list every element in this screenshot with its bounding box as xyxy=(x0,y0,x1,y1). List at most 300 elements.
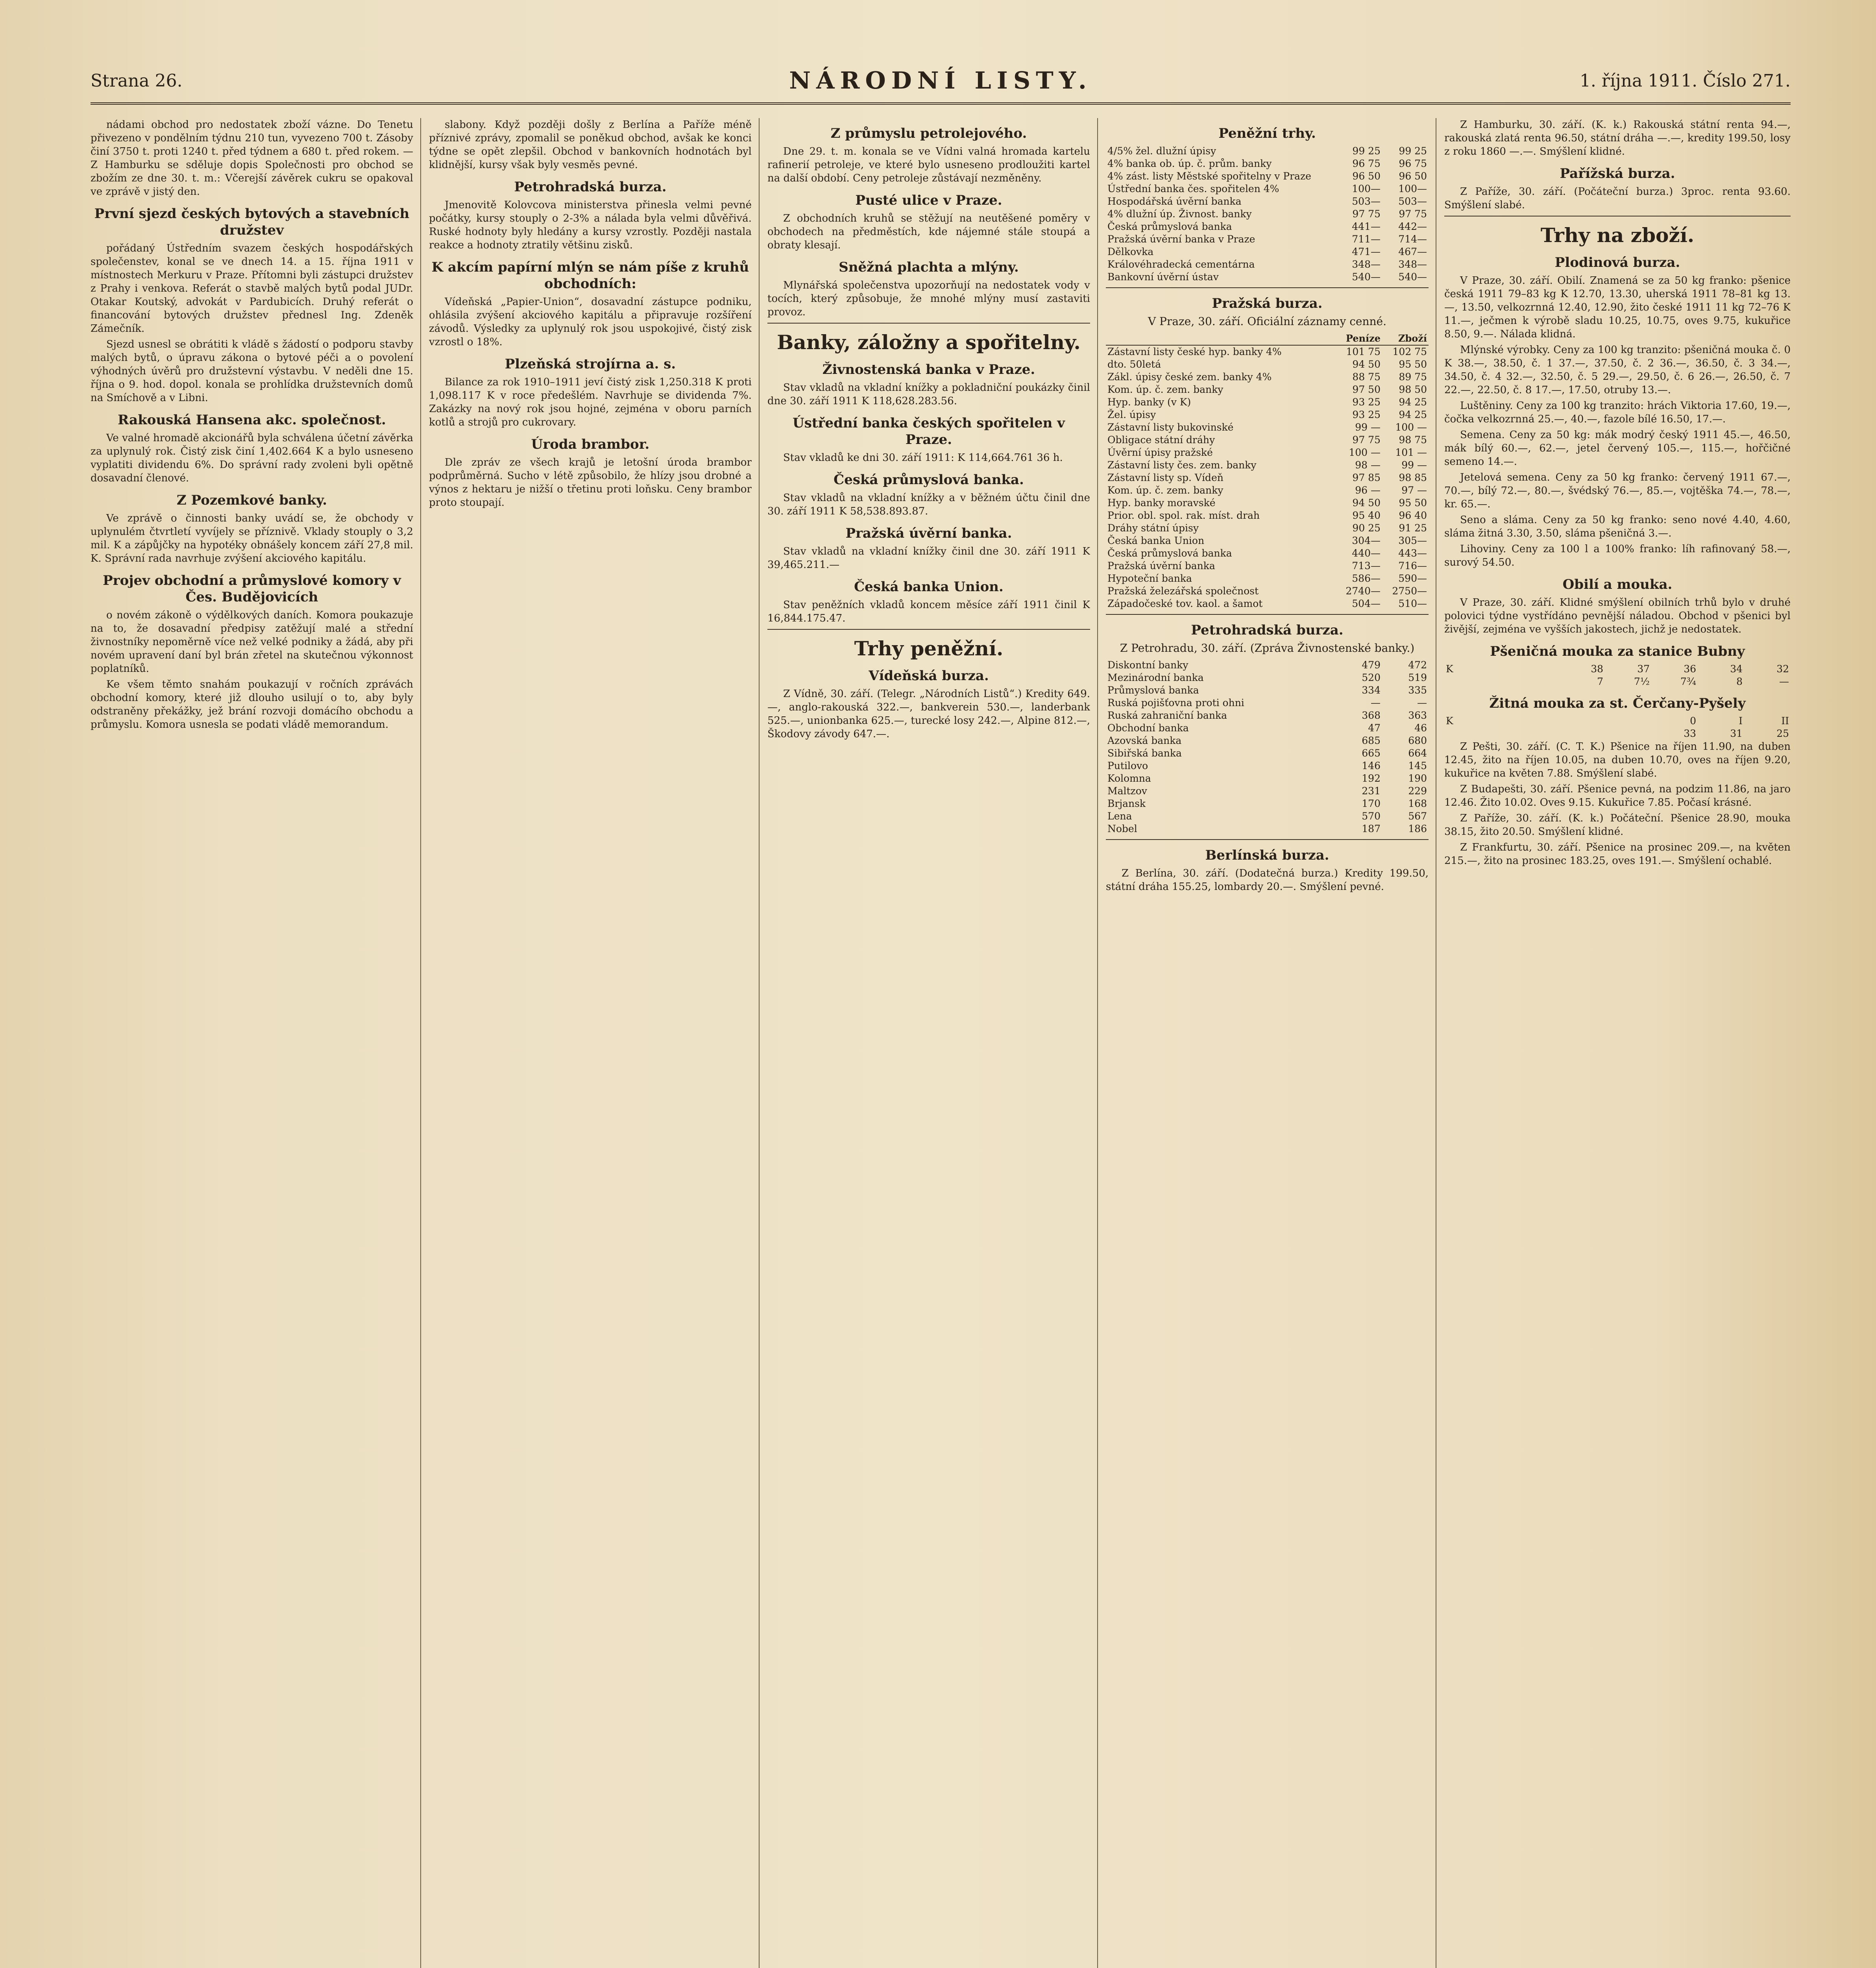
row-label: Kom. úp. č. zem. banky xyxy=(1107,384,1224,395)
row-label: Prior. obl. spol. rak. míst. drah xyxy=(1107,510,1260,521)
row-value: 503— xyxy=(1352,196,1381,207)
row-value: 229 xyxy=(1408,785,1427,797)
row-value: 231 xyxy=(1362,785,1381,797)
table-row xyxy=(1106,797,1429,810)
table-row xyxy=(1106,195,1429,208)
row-value: 540— xyxy=(1398,271,1427,283)
table-row xyxy=(1106,183,1429,195)
section-heading: Trhy peněžní. xyxy=(854,637,1004,660)
row-value: 100— xyxy=(1352,183,1381,194)
row-value: 99 25 xyxy=(1399,145,1427,157)
row-value: I xyxy=(1739,715,1743,727)
row-value: 334 xyxy=(1362,684,1381,696)
row-label: Maltzov xyxy=(1107,785,1147,797)
table-row xyxy=(1106,371,1429,383)
row-label xyxy=(1444,727,1651,740)
row-value: — xyxy=(1371,697,1381,708)
article-heading: První sjezd českých bytových a stavebních družstev xyxy=(94,206,410,238)
row-value: 504— xyxy=(1352,598,1381,609)
row-value: 94 50 xyxy=(1352,359,1381,370)
row-value: 94 25 xyxy=(1399,396,1427,408)
row-value: 503— xyxy=(1398,196,1427,207)
table-row xyxy=(1106,509,1429,522)
article-heading: Pusté ulice v Praze. xyxy=(855,192,1002,208)
row-value: 31 xyxy=(1730,728,1743,739)
page-header xyxy=(91,67,1791,105)
row-value: 8 xyxy=(1736,676,1743,687)
row-value: 97 85 xyxy=(1352,472,1381,483)
article-heading: Z průmyslu petrolejového. xyxy=(830,126,1027,141)
article-text: Z obchodních kruhů se stěžují na neutěšené poměry v obchodech na předměstích, kde nájemné stále stoupá a obraty klesají. xyxy=(767,213,1090,251)
article-text: Sjezd usnesl se obrátiti k vládě s žádostí o podporu stavby malých bytů, o úpravu zákona o bytové péči a o povolení výhodných úvěrů pro družstevní výstavbu. V neděli dne 15. října o 9. hod. dopol. konala se prohlídka družstevních domů na Smíchově a v Libni. xyxy=(91,338,413,404)
table-row xyxy=(1106,684,1429,697)
row-label: Putilovo xyxy=(1107,760,1148,771)
row-value: 680 xyxy=(1408,735,1427,746)
subsection-heading: Pšeničná mouka za stanice Bubny xyxy=(1490,644,1745,659)
issue-date: 1. října 1911. Číslo 271. xyxy=(1579,71,1791,91)
row-label: Ruská pojišťovna proti ohni xyxy=(1107,697,1244,708)
article-text: Luštěniny. Ceny za 100 kg tranzito: hrách Viktoria 17.60, 19.—, čočka velkozrnná 25.—, 40.—, fazole bílé 16.50, 17.—. xyxy=(1444,400,1791,425)
section-heading: Petrohradská burza. xyxy=(1191,622,1344,638)
table-row xyxy=(1106,697,1429,709)
column-5 xyxy=(1444,118,1791,1968)
row-label: K xyxy=(1446,663,1453,675)
quotes-table-1 xyxy=(1106,145,1429,283)
row-value: 187 xyxy=(1362,823,1381,834)
row-label: Zástavní listy české hyp. banky 4% xyxy=(1107,346,1282,357)
table-row xyxy=(1106,772,1429,785)
article-text: nádami obchod pro nedostatek zboží vázne. Do Tenetu přivezeno v pondělním týdnu 210 tun, vyvezeno 700 t. Zásoby činí 3750 t. proti 1240 t. před týdnem a 680 t. před rokem. — Z Hamburku se sděluje dopis Společnosti pro obchod se zbožím ze dne 30. t. m.: Včerejší závěrek cukru se opakoval ve zprávě v jistý den. xyxy=(91,119,413,198)
subsection-heading: Vídeňská burza. xyxy=(869,668,989,684)
table-row xyxy=(1106,747,1429,760)
row-value: 192 xyxy=(1362,773,1381,784)
row-value: 520 xyxy=(1362,672,1381,683)
row-value: 96 40 xyxy=(1399,510,1427,521)
row-value: 586— xyxy=(1352,573,1381,584)
column-divider xyxy=(759,118,760,1968)
table-row xyxy=(1444,675,1791,688)
article-text: V Praze, 30. září. Klidné smýšlení obilních trhů bylo v druhé polovici týdne vystřídáno pevnější náladou. Obchod v pšenici byl živější, zejména ve vyšších jakostech, jichž je nedostatek. xyxy=(1444,597,1791,635)
article-heading: Petrohradská burza. xyxy=(514,179,667,195)
row-label: Česká banka Union xyxy=(1107,535,1205,546)
row-value: 100— xyxy=(1398,183,1427,194)
article-heading: Projev obchodní a průmyslové komory v Čes. Budějovicích xyxy=(103,573,401,605)
row-label: Průmyslová banka xyxy=(1107,684,1199,696)
row-value: 96 50 xyxy=(1352,170,1381,182)
row-value: 98 75 xyxy=(1399,434,1427,446)
row-value: 97 75 xyxy=(1352,208,1381,220)
row-label: Královéhradecká cementárna xyxy=(1107,259,1255,270)
row-value: 95 40 xyxy=(1352,510,1381,521)
table-row xyxy=(1106,535,1429,547)
row-value: 97 — xyxy=(1401,485,1427,496)
subsection-heading: Česká banka Union. xyxy=(854,579,1004,595)
subsection-heading: Živnostenská banka v Praze. xyxy=(822,362,1035,377)
quotes-table-3 xyxy=(1106,659,1429,835)
table-row xyxy=(1444,727,1791,740)
article-text: Dne 29. t. m. konala se ve Vídni valná hromada kartelu rafinerií petroleje, ve které bylo usneseno prodloužiti kartel na další období. Ceny petroleje zůstávají nezměněny. xyxy=(767,146,1090,184)
section-rule xyxy=(767,629,1090,630)
table-row xyxy=(1106,547,1429,560)
rye-flour-table xyxy=(1444,715,1791,740)
article-heading: Plzeňská strojírna a. s. xyxy=(505,356,676,372)
row-value: 98 — xyxy=(1355,459,1381,471)
table-row xyxy=(1106,434,1429,446)
article-text: Ve zprávě o činnosti banky uvádí se, že obchody v uplynulém čtvrtletí vyvíjely se příznivě. Vklady stouply o 3,2 mil. K a zápůjčky na hypotéky obnášely koncem září 27,8 mil. K. Správní rada navrhuje zvýšení akciového kapitálu. xyxy=(91,512,413,564)
table-row xyxy=(1106,522,1429,535)
row-value: 170 xyxy=(1362,798,1381,809)
row-label: Česká průmyslová banka xyxy=(1107,547,1232,559)
article-text: Semena. Ceny za 50 kg: mák modrý český 1911 45.—, 46.50, mák bílý 60.—, 62.—, jetel červený 105.—, 115.—, hořčičné semeno 14.—. xyxy=(1444,429,1791,468)
article-text: Mlynářská společenstva upozorňují na nedostatek vody v tocích, který způsobuje, že mnohé mlýny musí zastaviti provoz. xyxy=(767,279,1090,318)
row-value: 467— xyxy=(1398,246,1427,257)
table-row xyxy=(1106,145,1429,157)
section-rule xyxy=(1106,839,1429,840)
subsection-heading: Česká průmyslová banka. xyxy=(834,472,1024,488)
article-text: Z Pešti, 30. září. (C. T. K.) Pšenice na říjen 11.90, na duben 12.45, žito na říjen 10.05, na duben 10.70, oves na říjen 9.20, kukuřice na květen 7.88. Smýšlení slabé. xyxy=(1444,741,1791,779)
article-text: pořádaný Ústředním svazem českých hospodářských společenstev, konal se ve dnech 14. a 15. října 1911 v místnostech Merkuru v Praze. Přítomni byli zástupci družstev z Prahy i venkova. Referát o stavbě malých bytů podal JUDr. Otakar Koutský, advokát v Pardubicích. Druhý referát o financování bytových družstev přednesl Ing. Zdeněk Zámečník. xyxy=(91,242,413,335)
row-value: 711— xyxy=(1352,233,1381,245)
table-row xyxy=(1106,671,1429,684)
row-value: 479 xyxy=(1362,659,1381,671)
row-value: 368 xyxy=(1362,710,1381,721)
section-rule xyxy=(767,323,1090,324)
row-value: 363 xyxy=(1408,710,1427,721)
article-text: Dle zpráv ze všech krajů je letošní úroda brambor podprůměrná. Sucho v létě způsobilo, že hlízy jsou drobné a výnos z hektaru je nižší o třetinu proti loňsku. Ceny brambor proto stoupají. xyxy=(429,457,752,509)
row-value: 348— xyxy=(1352,259,1381,270)
row-label: Hospodářská úvěrní banka xyxy=(1107,196,1242,207)
article-text: V Praze, 30. září. Obilí. Znamená se za 50 kg franko: pšenice česká 1911 79–83 kg K 12.70, 13.30, uherská 1911 78–81 kg 13.—, 13.50, velkozrnná 12.40, 12.90, žito české 1911 11 kg 72–76 K 11.—, ječmen k výrobě sladu 10.25, 10.75, oves 9.75, kukuřice 8.50, 9.—. Nálada klidná. xyxy=(1444,275,1791,340)
row-label: Zákl. úpisy české zem. banky 4% xyxy=(1107,371,1272,383)
row-label: Nobel xyxy=(1107,823,1137,834)
row-value: 713— xyxy=(1352,560,1381,572)
row-value: 98 50 xyxy=(1399,384,1427,395)
row-value: 335 xyxy=(1408,684,1427,696)
row-value: — xyxy=(1417,697,1427,708)
row-value: 95 50 xyxy=(1399,359,1427,370)
column-divider xyxy=(1097,118,1098,1968)
row-value: 7 xyxy=(1597,676,1603,687)
section-heading: Trhy na zboží. xyxy=(1540,224,1695,247)
article-text: Z Hamburku, 30. září. (K. k.) Rakouská státní renta 94.—, rakouská zlatá renta 96.50, státní dráha —.—, kredity 199.50, losy z roku 1860 —.—. Smýšlení klidné. xyxy=(1444,119,1791,157)
section-heading: Pařížská burza. xyxy=(1560,166,1675,181)
table-row xyxy=(1106,785,1429,797)
row-value: 100 — xyxy=(1395,422,1427,433)
row-value: 7½ xyxy=(1634,676,1650,687)
article-text: Z Berlína, 30. září. (Dodatečná burza.) Kredity 199.50, státní dráha 155.25, lombardy 20.—. Smýšlení pevné. xyxy=(1106,867,1429,893)
row-value: 305— xyxy=(1398,535,1427,546)
article-text: Lihoviny. Ceny za 100 l a 100% franko: líh rafinovaný 58.—, surový 54.50. xyxy=(1444,543,1791,568)
row-value: 100 — xyxy=(1349,447,1381,458)
row-value: 95 50 xyxy=(1399,497,1427,509)
table-row xyxy=(1106,497,1429,509)
subsection-heading: Žitná mouka za st. Čerčany-Pyšely xyxy=(1489,695,1746,711)
row-value: 540— xyxy=(1352,271,1381,283)
table-row xyxy=(1106,734,1429,747)
row-value: 101 75 xyxy=(1346,346,1381,357)
row-value: 32 xyxy=(1776,663,1789,675)
row-label: Česká průmyslová banka xyxy=(1107,221,1232,232)
row-value: 570 xyxy=(1362,810,1381,822)
table-row xyxy=(1106,722,1429,734)
table-row xyxy=(1106,170,1429,183)
row-value: 97 75 xyxy=(1399,208,1427,220)
table-row xyxy=(1106,396,1429,409)
row-value: 472 xyxy=(1408,659,1427,671)
row-value: 348— xyxy=(1398,259,1427,270)
article-text: Ke všem těmto snahám poukazují v ročních zprávách obchodní komory, které již dlouho usilují o to, aby byly odstraněny překážky, jež brání rozvoji domácího obchodu a průmyslu. Komora usnesla se podati vládě memorandum. xyxy=(91,679,413,731)
table-row xyxy=(1106,220,1429,233)
row-label: Obligace státní dráhy xyxy=(1107,434,1215,446)
table-row xyxy=(1106,157,1429,170)
row-label: 4% banka ob. úp. č. prům. banky xyxy=(1107,158,1272,169)
table-row xyxy=(1106,823,1429,835)
row-value: 94 50 xyxy=(1352,497,1381,509)
row-value: — xyxy=(1779,676,1789,687)
row-value: 47 xyxy=(1368,722,1381,734)
row-value: 0 xyxy=(1690,715,1696,727)
row-value: 664 xyxy=(1408,747,1427,759)
row-label: Sibiřská banka xyxy=(1107,747,1182,759)
table-row xyxy=(1106,760,1429,772)
section-heading: Obilí a mouka. xyxy=(1562,577,1673,592)
row-value: 99 — xyxy=(1401,459,1427,471)
article-text: Bilance za rok 1910–1911 jeví čistý zisk 1,250.318 K proti 1,098.117 K v roce předešlém. Navrhuje se dividenda 7%. Zakázky na nový rok jsou hojné, zejména v oboru parních kotlů a strojů pro cukrovary. xyxy=(429,376,752,428)
row-value: 7¾ xyxy=(1680,676,1696,687)
table-header xyxy=(1106,332,1336,345)
table-row xyxy=(1106,345,1429,358)
row-value: 168 xyxy=(1408,798,1427,809)
table-row xyxy=(1106,585,1429,597)
row-value: 471— xyxy=(1352,246,1381,257)
section-rule xyxy=(1106,614,1429,615)
row-value: 97 50 xyxy=(1352,384,1381,395)
row-label: 4% zást. listy Městské spořitelny v Praze xyxy=(1107,170,1311,182)
article-text: Jetelová semena. Ceny za 50 kg franko: červený 1911 67.—, 70.—, bílý 72.—, 80.—, švédský 76.—, 85.—, vojtěška 74.—, 78.—, kr. 65.—. xyxy=(1444,472,1791,510)
table-row xyxy=(1106,709,1429,722)
row-label: Azovská banka xyxy=(1107,735,1182,746)
article-text: Stav vkladů na vkladní knížky a pokladniční poukázky činil dne 30. září 1911 K 118,628.283.56. xyxy=(767,382,1090,407)
row-label: Žel. úpisy xyxy=(1107,409,1156,420)
section-rule xyxy=(1106,287,1429,288)
article-text: Ve valné hromadě akcionářů byla schválena účetní závěrka za uplynulý rok. Čistý zisk činí 1,402.664 K a bylo usneseno vyplatiti dividendu 6%. Do správní rady zvoleni byli opětně dosavadní členové. xyxy=(91,432,413,484)
row-label: 4% dlužní úp. Živnost. banky xyxy=(1107,208,1252,220)
subsection-heading: Plodinová burza. xyxy=(1554,255,1680,270)
article-text: Stav vkladů ke dni 30. září 1911: K 114,664.761 36 h. xyxy=(783,452,1063,464)
table-row xyxy=(1106,459,1429,472)
row-value: 36 xyxy=(1684,663,1696,675)
row-value: 440— xyxy=(1352,547,1381,559)
table-header: Zboží xyxy=(1382,332,1429,345)
section-heading: Peněžní trhy. xyxy=(1218,126,1316,141)
row-label: K xyxy=(1446,715,1453,727)
table-row xyxy=(1106,597,1429,610)
table-row xyxy=(1106,409,1429,421)
table-row xyxy=(1106,472,1429,484)
row-value: 93 25 xyxy=(1352,409,1381,420)
row-value: 37 xyxy=(1637,663,1650,675)
subsection-heading: Ústřední banka českých spořitelen v Praze. xyxy=(793,415,1065,448)
row-value: 91 25 xyxy=(1399,522,1427,534)
row-value: 190 xyxy=(1408,773,1427,784)
article-text: Seno a sláma. Ceny za 50 kg franko: seno nové 4.40, 4.60, sláma žitná 3.30, 3.50, sláma pšeničná 3.—. xyxy=(1444,514,1791,539)
article-heading: Sněžná plachta a mlýny. xyxy=(839,259,1019,275)
row-value: 99 — xyxy=(1355,422,1381,433)
table-row xyxy=(1106,246,1429,258)
row-value: 33 xyxy=(1684,728,1696,739)
row-label: Mezinárodní banka xyxy=(1107,672,1204,683)
row-value: 714— xyxy=(1398,233,1427,245)
column-4 xyxy=(1106,118,1429,1968)
row-value: 96 — xyxy=(1355,485,1381,496)
table-row xyxy=(1106,659,1429,671)
row-value: 665 xyxy=(1362,747,1381,759)
row-value: 96 50 xyxy=(1399,170,1427,182)
row-value: 442— xyxy=(1398,221,1427,232)
row-value: 567 xyxy=(1408,810,1427,822)
row-label: Úvěrní úpisy pražské xyxy=(1107,447,1213,458)
table-row xyxy=(1106,271,1429,283)
row-value: 25 xyxy=(1776,728,1789,739)
row-value: 89 75 xyxy=(1399,371,1427,383)
row-value: 2750— xyxy=(1392,585,1427,597)
row-value: 304— xyxy=(1352,535,1381,546)
row-value: 46 xyxy=(1414,722,1427,734)
row-value: 96 75 xyxy=(1352,158,1381,169)
table-row xyxy=(1106,358,1429,371)
row-label: Ústřední banka čes. spořitelen 4% xyxy=(1107,183,1279,194)
article-text: Z Frankfurtu, 30. září. Pšenice na prosinec 209.—, na květen 215.—, žito na prosinec 183.25, oves 191.—. Smýšlení ochablé. xyxy=(1444,842,1791,867)
table-row xyxy=(1106,383,1429,396)
section-heading: Pražská burza. xyxy=(1212,296,1323,311)
article-heading: Z Pozemkové banky. xyxy=(176,492,327,508)
row-value: 685 xyxy=(1362,735,1381,746)
row-label: Západočeské tov. kaol. a šamot xyxy=(1107,598,1263,609)
table-row xyxy=(1106,572,1429,585)
row-value: 716— xyxy=(1398,560,1427,572)
article-text: Stav peněžních vkladů koncem měsíce září 1911 činil K 16,844.175.47. xyxy=(767,599,1090,624)
row-value: 38 xyxy=(1591,663,1603,675)
row-label: Bankovní úvěrní ústav xyxy=(1107,271,1219,283)
row-value: 94 25 xyxy=(1399,409,1427,420)
row-label: Pražská úvěrní banka xyxy=(1107,560,1215,572)
flour-table xyxy=(1444,663,1791,688)
table-row xyxy=(1106,258,1429,271)
row-label: Brjansk xyxy=(1107,798,1146,809)
article-heading: Rakouská Hansena akc. společnost. xyxy=(118,412,386,428)
row-value: 510— xyxy=(1398,598,1427,609)
row-value: 34 xyxy=(1730,663,1743,675)
table-row xyxy=(1106,208,1429,220)
row-label: 4/5% žel. dlužní úpisy xyxy=(1107,145,1216,157)
table-row xyxy=(1106,446,1429,459)
row-value: 441— xyxy=(1352,221,1381,232)
article-text: Mlýnské výrobky. Ceny za 100 kg tranzito: pšeničná mouka č. 0 K 38.—, 38.50, č. 1 37.—, 37.50, č. 2 36.—, 36.50, č. 3 34.—, 34.50, č. 4 32.—, 32.50, č. 5 29.—, 29.50, č. 6 26.—, 26.50, č. 7 22.—, 22.50, č. 8 17.—, 17.50, otruby 13.—. xyxy=(1444,344,1791,396)
row-label: Pražská úvěrní banka v Praze xyxy=(1107,233,1255,245)
section-heading: Berlínská burza. xyxy=(1205,847,1329,863)
section-subtitle: Z Petrohradu, 30. září. (Zpráva Živnostenské banky.) xyxy=(1120,642,1415,655)
row-value: 146 xyxy=(1362,760,1381,771)
row-label: Pražská železářská společnost xyxy=(1107,585,1259,597)
table-row xyxy=(1444,715,1791,727)
row-value: 99 25 xyxy=(1352,145,1381,157)
article-text: Z Paříže, 30. září. (Počáteční burza.) 3proc. renta 93.60. Smýšlení slabé. xyxy=(1444,186,1791,211)
article-text: Stav vkladů na vkladní knížky a v běžném účtu činil dne 30. září 1911 K 58,538.893.87. xyxy=(767,492,1090,517)
row-value: 101 — xyxy=(1395,447,1427,458)
page-number: Strana 26. xyxy=(91,71,183,91)
row-label: Ruská zahraniční banka xyxy=(1107,710,1227,721)
row-label: Diskontní banky xyxy=(1107,659,1188,671)
quotes-table-2 xyxy=(1106,332,1429,610)
row-label: Hyp. banky moravské xyxy=(1107,497,1216,509)
row-label: Dráhy státní úpisy xyxy=(1107,522,1199,534)
article-text: Z Vídně, 30. září. (Telegr. „Národních Listů“.) Kredity 649.—, anglo-rakouská 322.—, bankverein 530.—, landerbank 525.—, unionbanka 625.—, turecké losy 242.—, Alpine 812.—, Škodovy závody 647.—. xyxy=(767,688,1090,740)
article-text: Stav vkladů na vkladní knížky činil dne 30. září 1911 K 39,465.211.— xyxy=(767,546,1090,571)
row-label: Zástavní listy bukovinské xyxy=(1107,422,1234,433)
masthead-title: NÁRODNÍ LISTY. xyxy=(789,67,1092,94)
row-label: Kom. úp. č. zem. banky xyxy=(1107,485,1224,496)
row-value: 186 xyxy=(1408,823,1427,834)
row-value: 97 75 xyxy=(1352,434,1381,446)
row-value: 519 xyxy=(1408,672,1427,683)
section-heading: Banky, záložny a spořitelny. xyxy=(777,331,1081,354)
article-heading: K akcím papírní mlýn se nám píše z kruhů obchodních: xyxy=(431,259,749,292)
row-value: 590— xyxy=(1398,573,1427,584)
table-header: Peníze xyxy=(1336,332,1382,345)
table-row xyxy=(1106,421,1429,434)
row-label: dto. 50letá xyxy=(1107,359,1161,370)
table-row xyxy=(1444,663,1791,675)
column-3 xyxy=(767,118,1090,1968)
article-text: slabony. Když později došly z Berlína a Paříže méně příznivé zprávy, zpomalil se poněkud obchod, avšak ke konci týdne se opět zlepšil. Obchod v bankovních hodnotách byl klidnější, kursy však byly vesměs pevné. xyxy=(429,119,752,171)
row-value: 102 75 xyxy=(1392,346,1427,357)
row-value: II xyxy=(1781,715,1789,727)
row-value: 2740— xyxy=(1346,585,1381,597)
row-label: Hyp. banky (v K) xyxy=(1107,396,1191,408)
row-label xyxy=(1444,675,1558,688)
article-heading: Úroda brambor. xyxy=(531,437,650,452)
row-label: Dělkovka xyxy=(1107,246,1154,257)
article-text: Jmenovitě Kolovcova ministerstva přinesla velmi pevné počátky, kursy stouply o 2-3% a nálada byla velmi důvěřivá. Ruské hodnoty byly hledány a kursy vzrostly. Později nastala reakce a hodnoty ztratily většinu zisků. xyxy=(429,199,752,251)
row-value: 98 85 xyxy=(1399,472,1427,483)
column-1 xyxy=(91,118,413,1968)
subsection-heading: Pražská úvěrní banka. xyxy=(845,525,1012,541)
table-row xyxy=(1106,484,1429,497)
article-text: Vídeňská „Papier-Union“, dosavadní zástupce podniku, ohlásila zvýšení akciového kapitálu a připravuje rozšíření závodů. Výsledky za uplynulý rok jsou uspokojivé, čistý zisk vzrostl o 18%. xyxy=(429,296,752,348)
row-label: Lena xyxy=(1107,810,1132,822)
row-label: Obchodní banka xyxy=(1107,722,1189,734)
row-value: 93 25 xyxy=(1352,396,1381,408)
table-row xyxy=(1106,560,1429,572)
column-divider xyxy=(420,118,421,1968)
row-label: Zástavní listy čes. zem. banky xyxy=(1107,459,1257,471)
article-text: Z Budapešti, 30. září. Pšenice pevná, na podzim 11.86, na jaro 12.46. Žito 10.02. Oves 9.15. Kukuřice 7.85. Počasí krásné. xyxy=(1444,783,1791,808)
row-value: 90 25 xyxy=(1352,522,1381,534)
row-label: Zástavní listy sp. Vídeň xyxy=(1107,472,1224,483)
row-value: 443— xyxy=(1398,547,1427,559)
table-row xyxy=(1106,810,1429,823)
section-subtitle: V Praze, 30. září. Oficiální záznamy cenné. xyxy=(1148,315,1386,328)
row-label: Hypoteční banka xyxy=(1107,573,1192,584)
table-row xyxy=(1106,233,1429,246)
row-value: 88 75 xyxy=(1352,371,1381,383)
article-text: Z Paříže, 30. září. (K. k.) Počáteční. Pšenice 28.90, mouka 38.15, žito 20.50. Smýšlení klidné. xyxy=(1444,812,1791,838)
article-text: o novém zákoně o výdělkových daních. Komora poukazuje na to, že dosavadní předpisy zatěžují malé a střední živnostníky nepoměrně více než velké podniky a žádá, aby při novém upravení daní byl brán zřetel na skutečnou výkonnost poplatníků. xyxy=(91,609,413,675)
row-label: Kolomna xyxy=(1107,773,1151,784)
row-value: 96 75 xyxy=(1399,158,1427,169)
column-2 xyxy=(429,118,752,1968)
row-value: 145 xyxy=(1408,760,1427,771)
